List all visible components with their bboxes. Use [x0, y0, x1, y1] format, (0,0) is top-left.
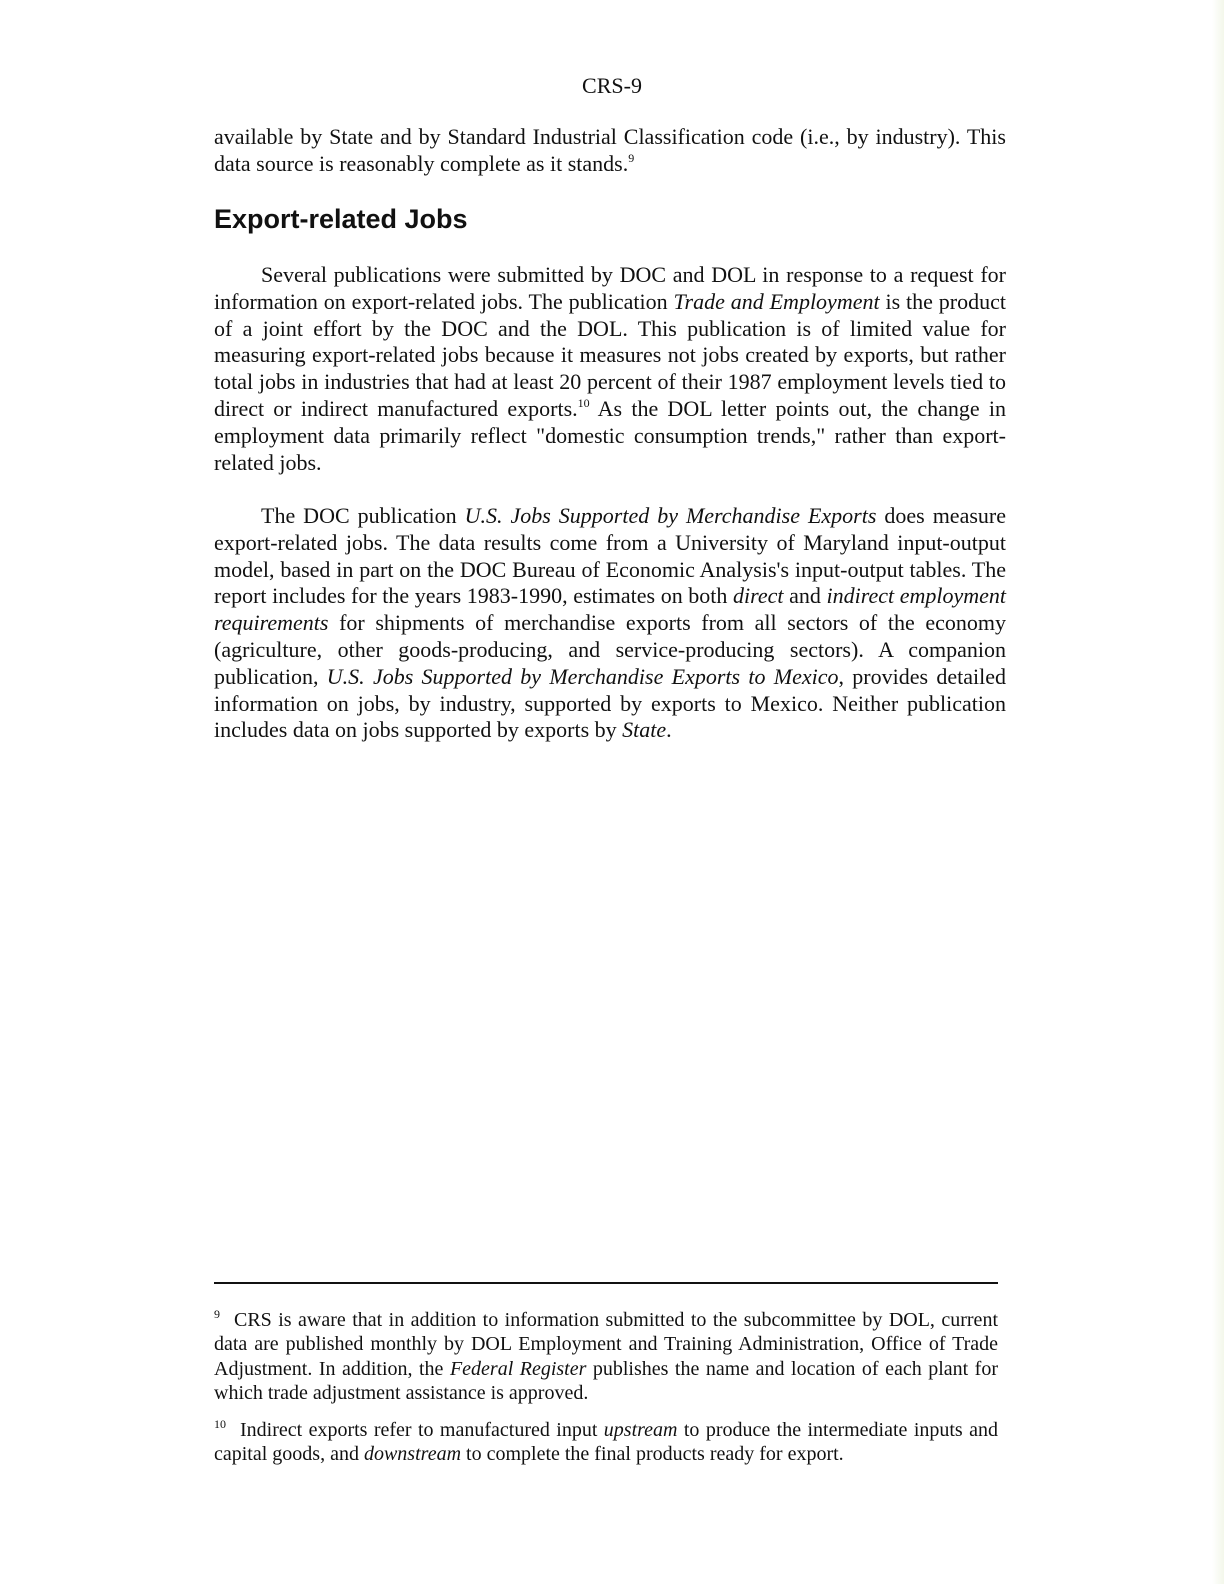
para2-emphasis-direct: direct	[733, 583, 784, 609]
para2-text-3: and	[783, 583, 827, 609]
paragraph-trade-employment	[214, 262, 1006, 476]
page-number: CRS-9	[582, 73, 642, 98]
footnote-9-federal-register: Federal Register	[449, 1357, 587, 1380]
footnote-10-mark: 10	[214, 1417, 226, 1431]
para2-emphasis-indirect: indirect employment requirements	[214, 583, 1006, 636]
page-edge-shadow	[1212, 0, 1224, 1584]
para2-text-5: , provides detailed information on jobs, by industry, supported by exports to Mexico. Neither publication includes data on jobs supported by exports by	[214, 663, 1006, 743]
footnote-10-text-2: to produce the intermediate inputs and capital goods, and	[214, 1419, 998, 1466]
footnote-10-downstream: downstream	[363, 1443, 462, 1466]
para2-text-4: for shipments of merchandise exports from all sectors of the economy (agriculture, other goods-producing, and service-producing sectors). A companion publication,	[214, 610, 1006, 689]
footnote-9-text-1: CRS is aware that in addition to information submitted to the subcommittee by DOL, current data are published monthly by DOL Employment and Training Administration, Office of Trade Adjustment. In addition, the	[214, 1309, 998, 1380]
para2-text-6: .	[666, 717, 672, 743]
para2-text-2: does measure export-related jobs. The data results come from a University of Maryland input-output model, based in part on the DOC Bureau of Economic Analysis's input-output tables. The report includes for the years 1983-1990, estimates on both	[214, 503, 1006, 609]
para1-text-2: is the product of a joint effort by the DOC and the DOL. This publication is of limited value for measuring export-related jobs because it measures not jobs created by exports, but rather total jobs in industries that had at least 20 percent of their 1987 employment levels tied to direct or indirect manufactured exports.	[214, 288, 1006, 421]
intro-paragraph	[214, 124, 1006, 178]
footnote-10-text-3: to complete the final products ready for export.	[461, 1443, 844, 1466]
footnote-10-upstream: upstream	[603, 1419, 678, 1441]
para2-emphasis-state: State	[622, 717, 667, 743]
footnote-ref-9[interactable]: 9	[628, 150, 635, 165]
footnote-9	[214, 1308, 998, 1406]
publication-title-us-jobs: U.S. Jobs Supported by Merchandise Exports	[464, 503, 877, 528]
footnote-10-text-1: Indirect exports refer to manufactured input	[240, 1419, 604, 1441]
intro-text: available by State and by Standard Industrial Classification code (i.e., by industry). This data source is reasonably complete as it stands.	[214, 124, 1006, 176]
para1-text-1: Several publications were submitted by DOC and DOL in response to a request for information on export-related jobs. The publication	[214, 262, 1006, 314]
publication-title-us-jobs-mexico: U.S. Jobs Supported by Merchandise Exports to Mexico	[326, 663, 839, 689]
para1-text-3: As the DOL letter points out, the change in employment data primarily reflect "domestic consumption trends," rather than export-related jobs.	[214, 395, 1006, 475]
para2-text-1: The DOC publication	[261, 503, 465, 528]
publication-title-trade-employment: Trade and Employment	[673, 288, 880, 314]
paragraph-jobs-supported	[214, 503, 1006, 744]
footnote-divider	[214, 1282, 998, 1284]
footnote-ref-10[interactable]: 10	[577, 395, 590, 410]
footnote-9-text-2: publishes the name and location of each plant for which trade adjustment assistance is approved.	[214, 1357, 998, 1405]
section-heading: Export-related Jobs	[214, 204, 468, 234]
footnote-9-mark: 9	[214, 1307, 220, 1321]
footnote-10	[214, 1418, 998, 1467]
